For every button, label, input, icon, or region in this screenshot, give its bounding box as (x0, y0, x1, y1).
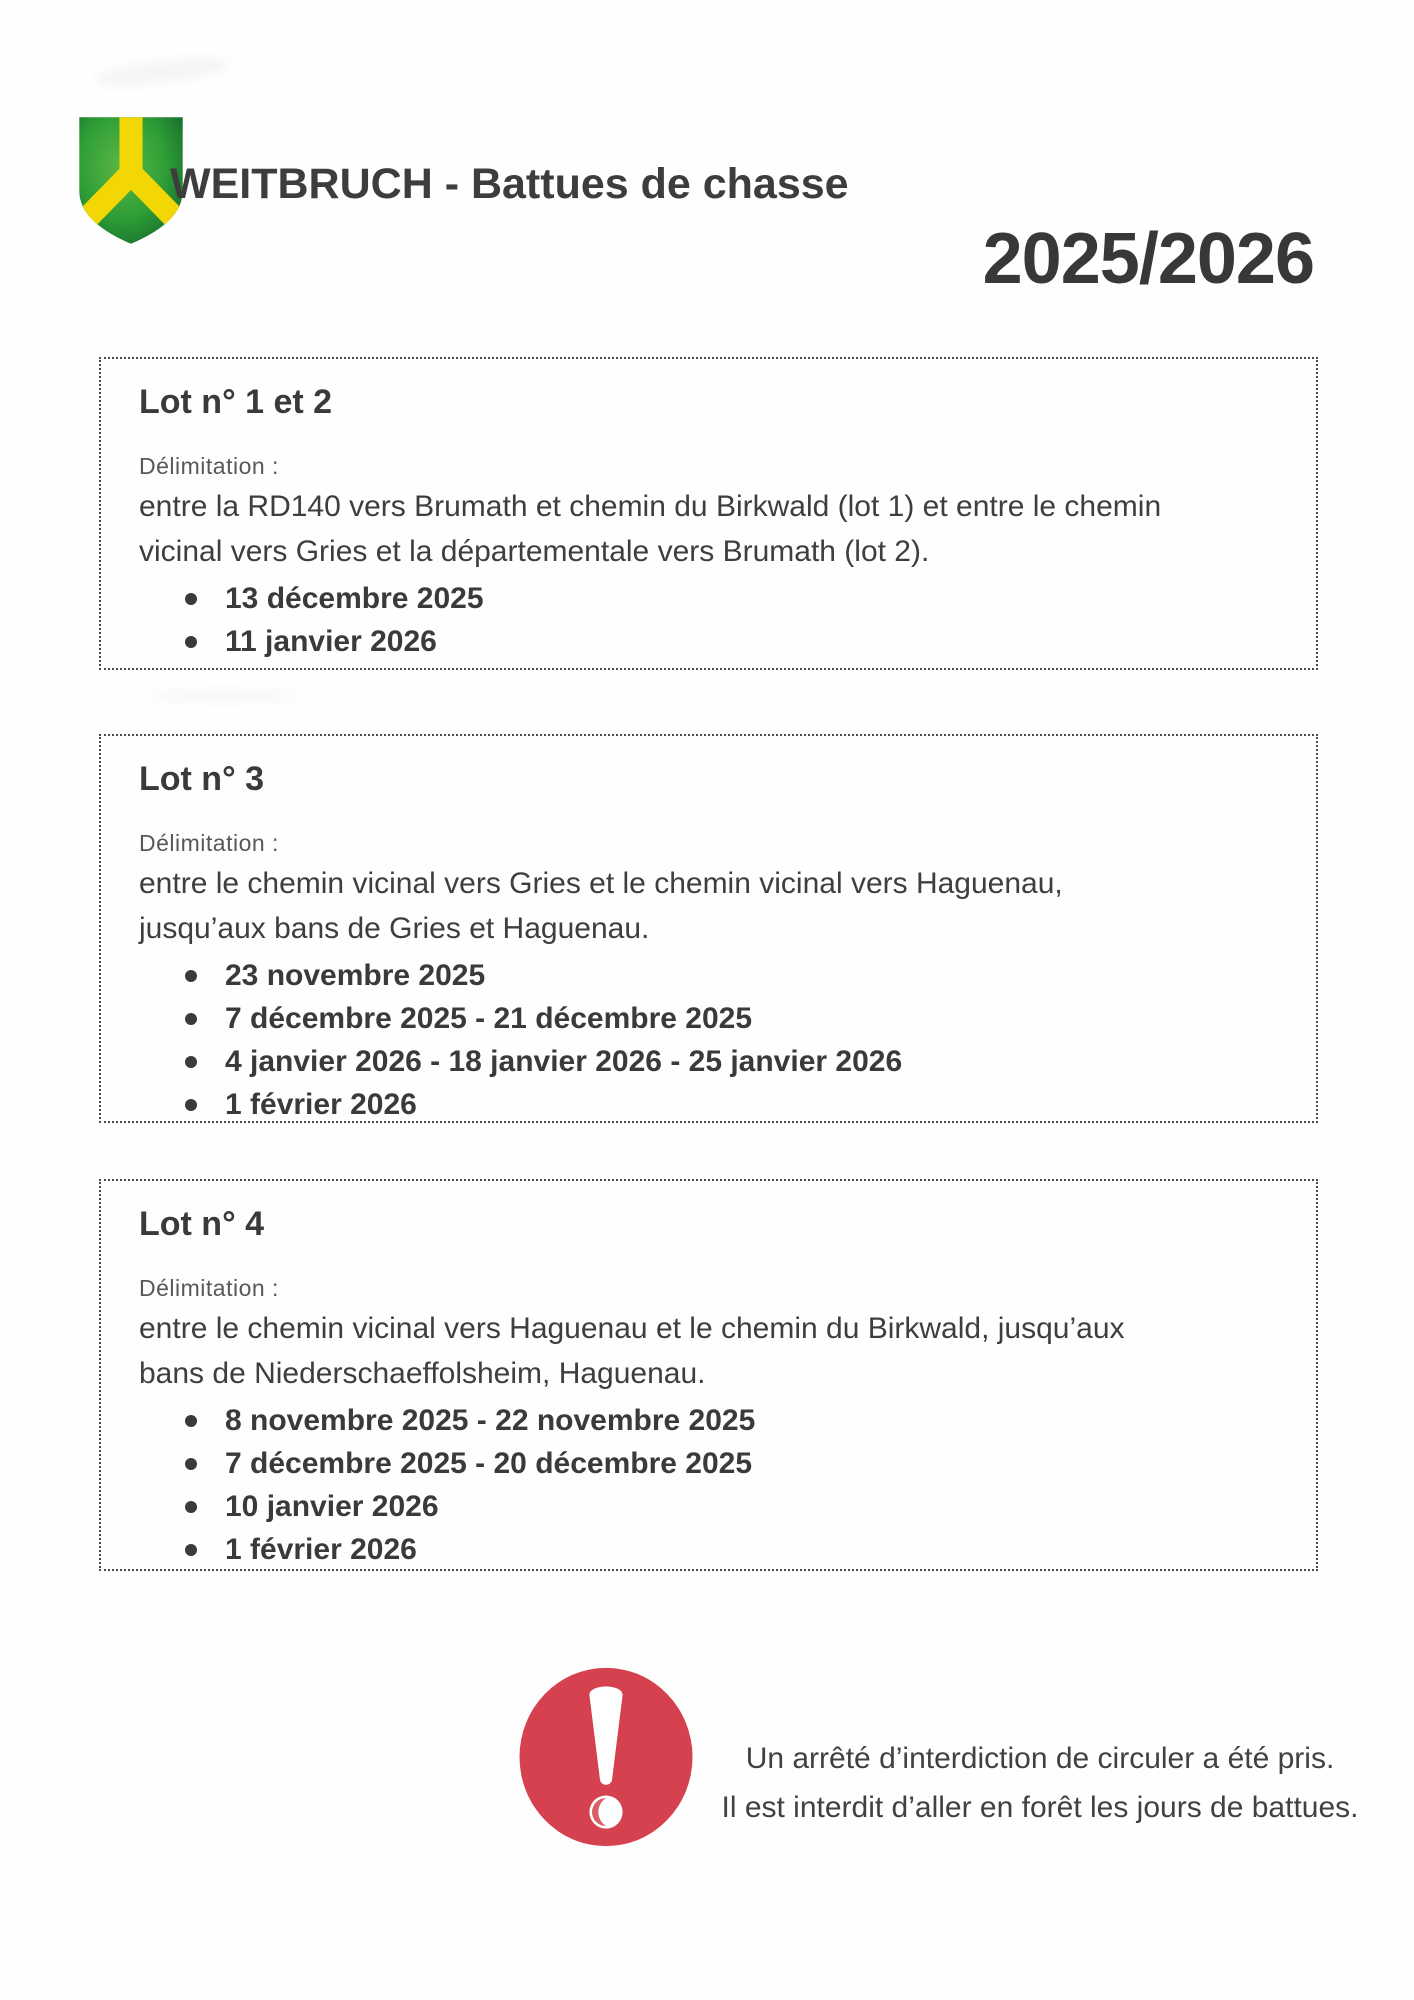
hunt-date-item (139, 1442, 1280, 1485)
hunt-date-text: 10 janvier 2026 (225, 1490, 439, 1523)
bullet-dot-icon (185, 1056, 197, 1068)
hunt-date-text: 7 décembre 2025 - 20 décembre 2025 (225, 1447, 753, 1480)
warning-text (660, 1734, 1414, 1832)
lot-heading: Lot n° 3 (139, 760, 265, 798)
bullet-dot-icon (185, 1544, 197, 1556)
delimitation-text (139, 1306, 1280, 1396)
hunt-date-text: 1 février 2026 (225, 1533, 417, 1566)
hunt-date-text: 7 décembre 2025 - 21 décembre 2025 (225, 1002, 753, 1035)
bullet-dot-icon (185, 1458, 197, 1470)
bullet-dot-icon (185, 593, 197, 605)
hunt-dates-list (139, 577, 1280, 663)
delimitation-text-line: entre le chemin vicinal vers Haguenau et le chemin du Birkwald, jusqu’aux (139, 1312, 1125, 1345)
hunt-dates-list (139, 954, 1280, 1126)
bullet-dot-icon (185, 1415, 197, 1427)
hunt-date-item (139, 620, 1280, 663)
hunt-date-item (139, 954, 1280, 997)
bullet-dot-icon (185, 636, 197, 648)
bullet-dot-icon (185, 970, 197, 982)
hunt-date-item (139, 1399, 1280, 1442)
bullet-dot-icon (185, 1501, 197, 1513)
hunt-date-item (139, 1040, 1280, 1083)
page-title: WEITBRUCH - Battues de chasse (170, 160, 849, 208)
lot-heading: Lot n° 4 (139, 1205, 265, 1243)
delimitation-label: Délimitation : (139, 1275, 279, 1301)
hunt-date-text: 8 novembre 2025 - 22 novembre 2025 (225, 1404, 756, 1437)
hunt-dates-list (139, 1399, 1280, 1571)
hunt-date-item (139, 1083, 1280, 1126)
bullet-dot-icon (185, 1099, 197, 1111)
delimitation-text-line: vicinal vers Gries et la départementale vers Brumath (lot 2). (139, 535, 930, 568)
delimitation-text-line: bans de Niederschaeffolsheim, Haguenau. (139, 1357, 706, 1390)
hunt-date-text: 13 décembre 2025 (225, 582, 484, 615)
season-year: 2025/2026 (982, 219, 1314, 299)
hunt-date-item (139, 1528, 1280, 1571)
lot-section-1-2 (99, 357, 1318, 670)
hunt-date-text: 1 février 2026 (225, 1088, 417, 1121)
delimitation-label: Délimitation : (139, 830, 279, 856)
lot-section-3 (99, 734, 1318, 1123)
hunt-date-text: 11 janvier 2026 (225, 625, 437, 658)
delimitation-text (139, 861, 1280, 951)
hunt-date-item (139, 577, 1280, 620)
scan-smudge (150, 690, 300, 702)
delimitation-text (139, 484, 1280, 574)
delimitation-text-line: entre le chemin vicinal vers Gries et le chemin vicinal vers Haguenau, (139, 867, 1063, 900)
lot-heading: Lot n° 1 et 2 (139, 383, 333, 421)
bullet-dot-icon (185, 1013, 197, 1025)
delimitation-text-line: entre la RD140 vers Brumath et chemin du Birkwald (lot 1) et entre le chemin (139, 490, 1162, 523)
warning-text-line-1: Un arrêté d’interdiction de circuler a été pris. (745, 1742, 1335, 1775)
lot-section-4 (99, 1179, 1318, 1571)
delimitation-label: Délimitation : (139, 453, 279, 479)
delimitation-text-line: jusqu’aux bans de Gries et Haguenau. (139, 912, 650, 945)
scan-smudge (94, 54, 230, 90)
hunt-date-text: 4 janvier 2026 - 18 janvier 2026 - 25 janvier 2026 (225, 1045, 903, 1078)
hunt-date-text: 23 novembre 2025 (225, 959, 486, 992)
hunt-date-item (139, 1485, 1280, 1528)
warning-text-line-2: Il est interdit d’aller en forêt les jours de battues. (721, 1791, 1359, 1824)
hunt-date-item (139, 997, 1280, 1040)
